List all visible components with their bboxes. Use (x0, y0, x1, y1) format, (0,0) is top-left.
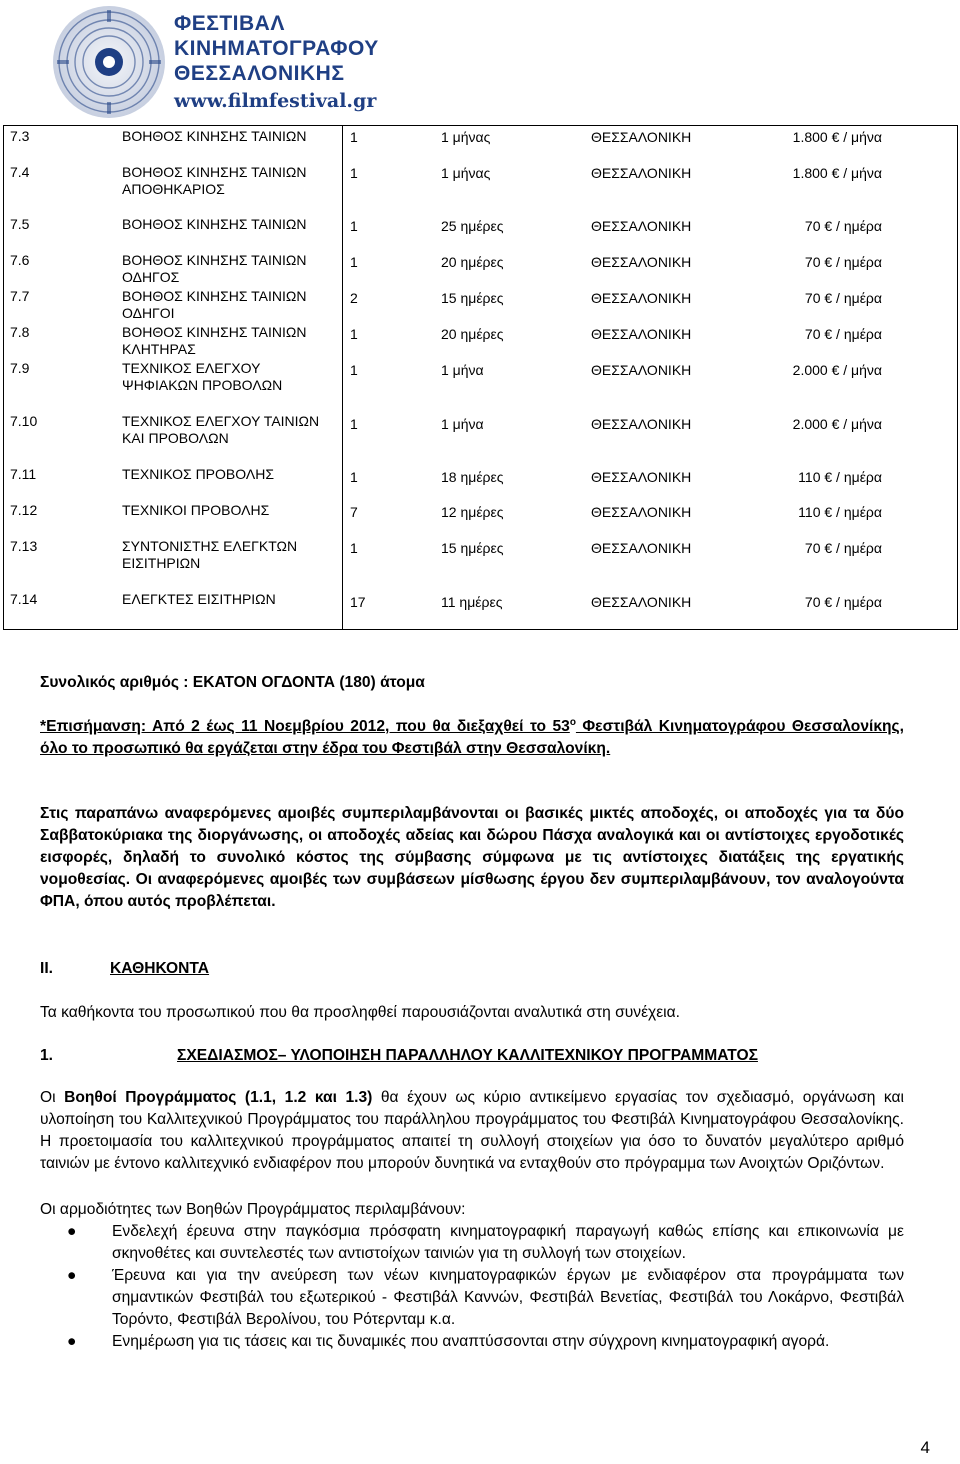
position-code: 7.12 (10, 502, 38, 518)
section-title: ΚΑΘΗΚΟΝΤΑ (110, 960, 210, 977)
page-number: 4 (920, 1438, 930, 1457)
position-count: 1 (350, 218, 358, 234)
total-staff-line: Συνολικός αριθμός : ΕΚΑΤΟΝ ΟΓΔΟΝΤΑ (180) άτομα (40, 674, 425, 691)
position-duration: 1 μήνας (441, 129, 491, 145)
logo-title-line1: ΦΕΣΤΙΒΑΛ (174, 12, 285, 35)
list-item (40, 1221, 904, 1265)
position-duration: 18 ημέρες (441, 469, 504, 485)
position-title: ΕΛΕΓΚΤΕΣ ΕΙΣΙΤΗΡΙΩΝ (122, 591, 276, 607)
position-pay: 70 € / ημέρα (804, 218, 882, 234)
position-duration: 12 ημέρες (441, 504, 504, 520)
festival-emblem-icon (50, 4, 168, 120)
position-count: 17 (350, 594, 366, 610)
position-pay: 70 € / ημέρα (804, 326, 882, 342)
list-item (40, 1331, 904, 1353)
position-city: ΘΕΣΣΑΛΟΝΙΚΗ (591, 218, 692, 234)
position-pay: 110 € / ημέρα (798, 469, 882, 485)
website-url: www.filmfestival.gr (174, 90, 377, 112)
position-code: 7.5 (10, 216, 30, 232)
position-title: ΒΟΗΘΟΣ ΚΙΝΗΣΗΣ ΤΑΙΝΙΩΝ (122, 216, 307, 232)
logo-title-line2: ΚΙΝΗΜΑΤΟΓΡΑΦΟΥ (174, 37, 379, 60)
position-code: 7.9 (10, 360, 30, 376)
assistants-bold: Βοηθοί Προγράμματος (1.1, 1.2 και 1.3) (64, 1089, 373, 1106)
responsibilities-intro: Οι αρμοδιότητες των Βοηθών Προγράμματος περιλαμβάνουν: (40, 1201, 466, 1218)
position-duration: 20 ημέρες (441, 254, 504, 270)
position-count: 1 (350, 326, 358, 342)
list-item-text: Ενδελεχή έρευνα στην παγκόσμια πρόσφατη κινηματογραφική παραγωγή καθώς επίσης και επικοινωνία με σκηνοθέτες και συντελεστές των αντιστοίχων ταινιών για τη συλλογή των στοιχείων. (112, 1223, 904, 1262)
position-city: ΘΕΣΣΑΛΟΝΙΚΗ (591, 165, 692, 181)
position-title: ΒΟΗΘΟΣ ΚΙΝΗΣΗΣ ΤΑΙΝΙΩΝ ΟΔΗΓΟΣ (122, 252, 307, 286)
position-city: ΘΕΣΣΑΛΟΝΙΚΗ (591, 469, 692, 485)
details-column (343, 126, 958, 630)
position-city: ΘΕΣΣΑΛΟΝΙΚΗ (591, 362, 692, 378)
position-count: 1 (350, 469, 358, 485)
position-count: 1 (350, 416, 358, 432)
position-duration: 1 μήνας (441, 165, 491, 181)
table-row (343, 165, 960, 183)
position-duration: 15 ημέρες (441, 540, 504, 556)
table-row (343, 504, 960, 522)
assistants-paragraph (40, 1087, 904, 1175)
position-title: ΤΕΧΝΙΚΟΣ ΕΛΕΓΧΟΥ ΨΗΦΙΑΚΩΝ ΠΡΟΒΟΛΩΝ (122, 360, 283, 394)
duties-intro: Τα καθήκοντα του προσωπικού που θα προσληφθεί παρουσιάζονται αναλυτικά στη συνέχεια. (40, 1004, 680, 1021)
position-city: ΘΕΣΣΑΛΟΝΙΚΗ (591, 129, 692, 145)
position-code: 7.3 (10, 128, 30, 144)
position-duration: 1 μήνα (441, 416, 484, 432)
position-code: 7.11 (10, 466, 37, 482)
position-duration: 11 ημέρες (441, 594, 503, 610)
notice-ordinal: ο (569, 716, 576, 728)
position-code: 7.7 (10, 288, 30, 304)
position-duration: 1 μήνα (441, 362, 484, 378)
position-city: ΘΕΣΣΑΛΟΝΙΚΗ (591, 416, 692, 432)
position-title: ΤΕΧΝΙΚΟΙ ΠΡΟΒΟΛΗΣ (122, 502, 270, 518)
position-title: ΒΟΗΘΟΣ ΚΙΝΗΣΗΣ ΤΑΙΝΙΩΝ (122, 128, 307, 144)
position-count: 1 (350, 362, 358, 378)
bullet-icon: ● (67, 1333, 77, 1350)
positions-column (4, 126, 343, 630)
section-number: II. (40, 960, 53, 977)
position-count: 1 (350, 254, 358, 270)
position-pay: 2.000 € / μήνα (792, 416, 882, 432)
notice-paragraph (40, 716, 904, 760)
notice-text-before: *Επισήμανση: Από 2 έως 11 Νοεμβρίου 2012, που θα διεξαχθεί το 53 (40, 718, 570, 735)
position-title: ΤΕΧΝΙΚΟΣ ΕΛΕΓΧΟΥ ΤΑΙΝΙΩΝ ΚΑΙ ΠΡΟΒΟΛΩΝ (122, 413, 320, 447)
festival-logo (50, 2, 390, 120)
responsibilities-list (40, 1221, 904, 1353)
table-row (343, 540, 960, 558)
bullet-icon: ● (67, 1223, 77, 1240)
table-row (343, 416, 960, 434)
position-city: ΘΕΣΣΑΛΟΝΙΚΗ (591, 594, 692, 610)
table-row (343, 254, 960, 272)
bullet-icon: ● (67, 1267, 77, 1284)
position-code: 7.4 (10, 164, 30, 180)
position-count: 1 (350, 165, 358, 181)
position-pay: 70 € / ημέρα (804, 290, 882, 306)
table-row (343, 362, 960, 380)
position-code: 7.10 (10, 413, 38, 429)
position-title: ΒΟΗΘΟΣ ΚΙΝΗΣΗΣ ΤΑΙΝΙΩΝ ΚΛΗΤΗΡΑΣ (122, 324, 307, 358)
position-count: 7 (350, 504, 358, 520)
table-row (343, 326, 960, 344)
position-pay: 1.800 € / μήνα (792, 165, 882, 181)
table-row (343, 290, 960, 308)
position-pay: 2.000 € / μήνα (792, 362, 882, 378)
position-title: ΣΥΝΤΟΝΙΣΤΗΣ ΕΛΕΓΚΤΩΝ ΕΙΣΙΤΗΡΙΩΝ (122, 538, 298, 572)
position-pay: 70 € / ημέρα (804, 254, 882, 270)
position-count: 1 (350, 540, 358, 556)
position-code: 7.6 (10, 252, 30, 268)
position-pay: 1.800 € / μήνα (792, 129, 882, 145)
position-duration: 15 ημέρες (441, 290, 504, 306)
assistants-lead: Οι (40, 1089, 65, 1106)
list-item-text: Ενημέρωση για τις τάσεις και τις δυναμικές που αναπτύσσονται στην σύγχρονη κινηματογραφική αγορά. (112, 1333, 830, 1350)
position-city: ΘΕΣΣΑΛΟΝΙΚΗ (591, 326, 692, 342)
list-item-text: Έρευνα και για την ανεύρεση των νέων κινηματογραφικών έργων με ενδιαφέρον στα προγράμματα των σημαντικών Φεστιβάλ του εξωτερικού - Φεστιβάλ Καννών, Φεστιβάλ Βενετίας, Φεστιβάλ του Λοκάρνο, Φεστιβάλ Τορόντο, Φεστιβάλ Βερολίνου, του Ρότερνταμ κ.α. (112, 1267, 904, 1328)
position-code: 7.13 (10, 538, 38, 554)
position-count: 2 (350, 290, 358, 306)
position-city: ΘΕΣΣΑΛΟΝΙΚΗ (591, 540, 692, 556)
position-code: 7.8 (10, 324, 30, 340)
position-title: ΒΟΗΘΟΣ ΚΙΝΗΣΗΣ ΤΑΙΝΙΩΝ ΟΔΗΓΟΙ (122, 288, 307, 322)
position-code: 7.14 (10, 591, 38, 607)
table-row (343, 129, 960, 147)
position-pay: 70 € / ημέρα (804, 540, 882, 556)
assistants-rest: θα έχουν ως κύριο αντικείμενο εργασίας τον σχεδιασμό, οργάνωση και υλοποίηση του Καλλιτεχνικού Προγράμματος του παράλληλου προγράμματος του Φεστιβάλ Κινηματογράφου Θεσσαλονίκης. Η προετοιμασία του καλλιτεχνικού προγράμματος απαιτεί τη συλλογή στοιχείων για όσο το δυνατόν μεγαλύτερο αριθμό ταινιών με έντονο καλλιτεχνικό ενδιαφέρον που μπορούν δυνητικά να ενταχθούν στο πρόγραμμα των Ανοιχτών Οριζόντων. (40, 1089, 904, 1172)
list-item (40, 1265, 904, 1331)
position-city: ΘΕΣΣΑΛΟΝΙΚΗ (591, 254, 692, 270)
position-city: ΘΕΣΣΑΛΟΝΙΚΗ (591, 504, 692, 520)
logo-title-line3: ΘΕΣΣΑΛΟΝΙΚΗΣ (174, 62, 345, 85)
staff-positions-table (3, 125, 958, 630)
table-row (343, 218, 960, 236)
position-pay: 70 € / ημέρα (804, 594, 882, 610)
position-city: ΘΕΣΣΑΛΟΝΙΚΗ (591, 290, 692, 306)
table-row (343, 469, 960, 487)
position-duration: 25 ημέρες (441, 218, 504, 234)
remuneration-paragraph: Στις παραπάνω αναφερόμενες αμοιβές συμπεριλαμβάνονται οι βασικές μικτές αποδοχές, οι αποδοχές για τα δύο Σαββατοκύριακα της διοργάνωσης, οι αποδοχές αδείας και δώρου Πάσχα αναλογικά και οι αντίστοιχες εργοδοτικές εισφορές, δηλαδή το συνολικό κόστος της σύμβασης σύμφωνα με τις αντίστοιχες διατάξεις της εργατικής νομοθεσίας. Οι αναφερόμενες αμοιβές των συμβάσεων μίσθωσης έργου δεν συμπεριλαμβάνουν, τον αναλογούντα ΦΠΑ, όπου αυτός προβλέπεται. (40, 805, 904, 910)
subsection-number: 1. (40, 1047, 54, 1064)
position-count: 1 (350, 129, 358, 145)
subsection-title: ΣΧΕΔΙΑΣΜΟΣ– ΥΛΟΠΟΙΗΣΗ ΠΑΡΑΛΛΗΛΟΥ ΚΑΛΛΙΤΕΧΝΙΚΟΥ ΠΡΟΓΡΑΜΜΑΤΟΣ (177, 1047, 758, 1064)
table-row (343, 594, 960, 612)
notice-text-after: Φεστιβάλ Κινηματογράφου Θεσσαλονίκης, όλο το προσωπικό θα εργάζεται στην έδρα του Φεστιβάλ στην Θεσσαλονίκη. (40, 718, 904, 757)
position-title: ΒΟΗΘΟΣ ΚΙΝΗΣΗΣ ΤΑΙΝΙΩΝ ΑΠΟΘΗΚΑΡΙΟΣ (122, 164, 307, 198)
position-duration: 20 ημέρες (441, 326, 504, 342)
position-title: ΤΕΧΝΙΚΟΣ ΠΡΟΒΟΛΗΣ (122, 466, 274, 482)
position-pay: 110 € / ημέρα (798, 504, 882, 520)
